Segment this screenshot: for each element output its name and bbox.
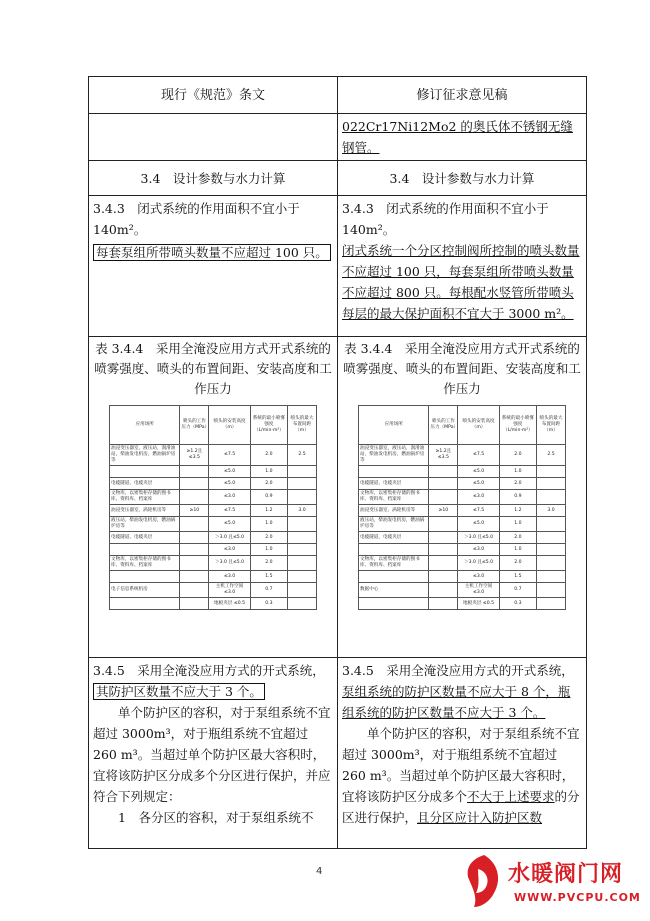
mini-cell: 2.5 [537, 445, 566, 466]
mini-cell: 0.3 [499, 598, 536, 610]
mini-row [359, 583, 566, 598]
clause-345-right-added: 泵组系统的防护区数量不应大于 8 个，瓶组系统的防护区数量不应大于 3 个。 [342, 684, 571, 720]
mini-cell: ≤3.0 [458, 544, 499, 556]
mini-cell: 0.7 [250, 583, 287, 598]
page-number: 4 [316, 866, 323, 877]
mini-cell: 油浸变压器室，液压站，润滑油站，柴油发电机房，燃油锅炉房等 [359, 445, 429, 466]
mini-cell [180, 517, 209, 532]
mini-cell: ≤7.5 [209, 505, 250, 517]
mini-cell: ＞3.0 且≤5.0 [209, 532, 250, 544]
mini-cell [180, 490, 209, 505]
mini-row [359, 505, 566, 517]
mini-cell [429, 478, 458, 490]
mini-cell [537, 544, 566, 556]
mini-row [110, 445, 317, 466]
carry-over-text: 022Cr17Ni12Mo2 的奥氏体不锈钢无缝钢管。 [338, 114, 587, 161]
clause-344-revised [338, 337, 587, 658]
mini-cell: 1.0 [499, 517, 536, 532]
mini-cell: 2.0 [250, 478, 287, 490]
mini-cell: ≤3.0 [209, 544, 250, 556]
mini-cell [288, 490, 317, 505]
mini-cell [288, 478, 317, 490]
mini-row [110, 544, 317, 556]
table-344-caption-left: 表 3.4.4 采用全淹没应用方式开式系统的喷雾强度、喷头的布置间距、安装高度和工作压力 [94, 341, 332, 396]
table-344-left [109, 405, 317, 610]
clause-343-current [89, 196, 338, 337]
mini-cell: 2.0 [499, 532, 536, 544]
mini-cell: ≥1.2且≤3.5 [429, 445, 458, 466]
mini-cell: 1.0 [499, 466, 536, 478]
mini-cell: ≥10 [180, 505, 209, 517]
mini-cell [537, 583, 566, 598]
mini-cell [110, 466, 180, 478]
mini-cell [537, 466, 566, 478]
mini-cell [429, 544, 458, 556]
mini-cell: ≤5.0 [209, 517, 250, 532]
mini-row [359, 445, 566, 466]
mini-cell [429, 571, 458, 583]
mini-cell: 0.9 [499, 490, 536, 505]
mini-cell [429, 517, 458, 532]
mini-row [110, 517, 317, 532]
watermark-site: WWW.PVCPU.COM [514, 891, 641, 904]
clause-345-current [89, 658, 338, 849]
mini-cell [288, 583, 317, 598]
mini-cell: ≤5.0 [458, 466, 499, 478]
mini-cell: 1.2 [250, 505, 287, 517]
mini-cell: 1.0 [250, 466, 287, 478]
mini-header-cell: 喷头的最大布置间距（m） [288, 406, 317, 445]
header-row [89, 77, 587, 114]
clause-343-left-deleted: 每套泵组所带喷头数量不应超过 100 只。 [93, 244, 331, 261]
mini-row [110, 478, 317, 490]
mini-cell: 油浸变压器室、涡轮机房等 [110, 505, 180, 517]
mini-cell [429, 490, 458, 505]
mini-cell [180, 556, 209, 571]
mini-row [359, 532, 566, 544]
header-current: 现行《规范》条文 [89, 77, 338, 114]
clause-345-left-para: 单个防护区的容积，对于泵组系统不宜超过 3000m³，对于瓶组系统不宜超过 260 m³。当超过单个防护区最大容积时，宜将该防护区分成多个分区进行保护，并应符合下列规定： [93, 705, 331, 804]
mini-cell: 0.9 [250, 490, 287, 505]
mini-cell [429, 532, 458, 544]
mini-row [359, 478, 566, 490]
mini-cell [288, 466, 317, 478]
mini-cell [180, 544, 209, 556]
mini-row [110, 505, 317, 517]
mini-cell: ＞3.0 且≤5.0 [458, 556, 499, 571]
mini-cell: 2.0 [250, 556, 287, 571]
mini-cell [180, 532, 209, 544]
mini-cell: 3.0 [537, 505, 566, 517]
mini-cell [429, 466, 458, 478]
clause-345-right-line1: 3.4.5 采用全淹没应用方式的开式系统， [342, 663, 574, 678]
mini-header-cell: 喷头的工作压力（MPa） [180, 406, 209, 445]
carry-over-row [89, 114, 587, 161]
mini-cell: 文物库，以密集柜存储的图书库、资料库、档案库 [359, 490, 429, 505]
clause-343-right-added: 闭式系统一个分区控制阀所控制的喷头数量不应超过 100 只，每套泵组所带喷头数量不应超过 800 只。每根配水竖管所带喷头每层的最大保护面积不宜大于 3000 m²。 [342, 243, 580, 321]
watermark [464, 851, 644, 915]
section-title-left: 3.4 设计参数与水力计算 [89, 161, 338, 196]
mini-cell: 电缆隧道、电缆夹层 [110, 478, 180, 490]
clause-345-row [89, 658, 587, 849]
mini-header-cell: 系统的最小喷雾强度（L/min·m²） [499, 406, 536, 445]
mini-cell: 1.0 [499, 544, 536, 556]
mini-cell: ≤7.5 [209, 445, 250, 466]
mini-cell: ≤3.0 [209, 490, 250, 505]
mini-cell: 1.0 [250, 544, 287, 556]
mini-cell [537, 490, 566, 505]
mini-cell [288, 598, 317, 610]
mini-cell [429, 583, 458, 598]
mini-cell: 2.0 [499, 478, 536, 490]
mini-cell: ≤3.0 [458, 571, 499, 583]
clause-344-current [89, 337, 338, 658]
mini-cell [288, 532, 317, 544]
mini-header-cell: 喷头的安装高度（m） [209, 406, 250, 445]
header-revised: 修订征求意见稿 [338, 77, 587, 114]
mini-cell [180, 583, 209, 598]
mini-cell: ≤7.5 [458, 445, 499, 466]
mini-cell: 数据中心 [359, 583, 429, 598]
mini-header-cell: 应用场所 [110, 406, 180, 445]
mini-cell: 油浸变压器室，液压站，润滑油站，柴油发电机房，燃油锅炉房等 [110, 445, 180, 466]
section-title-right: 3.4 设计参数与水力计算 [338, 161, 587, 196]
mini-cell: 1.0 [250, 517, 287, 532]
mini-cell: ≤5.0 [458, 478, 499, 490]
clause-345-left-item1: 1 各分区的容积，对于泵组系统不 [118, 810, 314, 825]
watermark-logo-icon [464, 853, 504, 909]
mini-row [359, 556, 566, 571]
mini-cell: 电缆隧道、电缆夹层 [359, 532, 429, 544]
mini-cell: ≤3.0 [209, 571, 250, 583]
mini-cell: 1.5 [250, 571, 287, 583]
mini-cell [537, 571, 566, 583]
mini-row [110, 598, 317, 610]
mini-cell: ≥1.2且≤3.5 [180, 445, 209, 466]
clause-344-row [89, 337, 587, 658]
mini-header-cell: 系统的最小喷雾强度（L/min·m²） [250, 406, 287, 445]
mini-cell: ≤5.0 [209, 478, 250, 490]
mini-cell [537, 556, 566, 571]
mini-cell: 2.5 [288, 445, 317, 466]
mini-cell [110, 598, 180, 610]
mini-row [359, 571, 566, 583]
mini-cell: ＞3.0 且≤5.0 [209, 556, 250, 571]
mini-cell: 2.0 [499, 445, 536, 466]
mini-cell: ≥10 [429, 505, 458, 517]
mini-header-cell: 应用场所 [359, 406, 429, 445]
mini-cell [288, 556, 317, 571]
mini-cell: 电缆隧道、电缆夹层 [359, 478, 429, 490]
mini-row [359, 517, 566, 532]
mini-row [359, 598, 566, 610]
mini-cell [537, 478, 566, 490]
mini-cell: 地板夹层 ≤0.5 [209, 598, 250, 610]
mini-cell [180, 466, 209, 478]
mini-cell: 文物库，以密集柜存储的图书库、资料库、档案库 [359, 556, 429, 571]
mini-header-row [110, 406, 317, 445]
mini-cell: 2.0 [250, 445, 287, 466]
mini-cell: 电缆隧道、电缆夹层 [110, 532, 180, 544]
mini-cell [180, 598, 209, 610]
mini-cell [359, 466, 429, 478]
mini-cell: 1.5 [499, 571, 536, 583]
mini-cell: 主机工作空间 ≤3.0 [209, 583, 250, 598]
mini-cell [429, 556, 458, 571]
mini-row [359, 544, 566, 556]
mini-row [110, 571, 317, 583]
mini-row [110, 556, 317, 571]
mini-cell [180, 571, 209, 583]
mini-cell: ≤7.5 [458, 505, 499, 517]
mini-cell: 液压站，柴油发电机房，燃油锅炉房等 [110, 517, 180, 532]
mini-cell [288, 544, 317, 556]
clause-345-left-line1: 3.4.5 采用全淹没应用方式的开式系统， [93, 663, 325, 678]
mini-header-row [359, 406, 566, 445]
mini-cell: 文物库，以密集柜存储的图书库、资料库、档案库 [110, 490, 180, 505]
clause-343-revised [338, 196, 587, 337]
mini-cell: ≤5.0 [209, 466, 250, 478]
mini-cell: 0.7 [499, 583, 536, 598]
clause-343-left-text: 3.4.3 闭式系统的作用面积不宜小于140m²。 [93, 201, 300, 237]
mini-cell: ≤3.0 [458, 490, 499, 505]
mini-cell [359, 571, 429, 583]
mini-cell: 1.2 [499, 505, 536, 517]
mini-cell [537, 532, 566, 544]
comparison-table [88, 76, 587, 849]
mini-cell [110, 571, 180, 583]
mini-header-cell: 喷头的安装高度（m） [458, 406, 499, 445]
clause-343-row [89, 196, 587, 337]
mini-cell: 油浸变压器室、涡轮机房等 [359, 505, 429, 517]
clause-345-right-para: 单个防护区的容积，对于泵组系统不宜超过 3000m³，对于瓶组系统不宜超过 260 m³。当超过单个防护区最大容积时，宜将该防护区分成多个不大于上述要求的分区进行保护，且分区应计入防护区数 [342, 726, 580, 825]
mini-cell [429, 598, 458, 610]
mini-row [359, 490, 566, 505]
mini-cell [288, 517, 317, 532]
mini-cell: 地板夹层 ≤0.5 [458, 598, 499, 610]
mini-header-cell: 喷头的工作压力（MPa） [429, 406, 458, 445]
mini-cell: 液压站，柴油发电机房，燃油锅炉房等 [359, 517, 429, 532]
clause-343-right-text: 3.4.3 闭式系统的作用面积不宜小于140m²。 [342, 201, 549, 237]
mini-header-cell: 喷头的最大布置间距（m） [537, 406, 566, 445]
mini-row [110, 532, 317, 544]
mini-cell: ＞3.0 且≤5.0 [458, 532, 499, 544]
mini-row [110, 466, 317, 478]
mini-cell: 文物库，以密集柜存储的图书库、资料库、档案库 [110, 556, 180, 571]
mini-cell: 0.3 [250, 598, 287, 610]
clause-345-left-deleted: 其防护区数量不应大于 3 个。 [93, 683, 265, 700]
section-row [89, 161, 587, 196]
clause-345-revised [338, 658, 587, 849]
table-344-caption-right: 表 3.4.4 采用全淹没应用方式开式系统的喷雾强度、喷头的布置间距、安装高度和工作压力 [343, 341, 581, 396]
mini-cell: 主机工作空间 ≤3.0 [458, 583, 499, 598]
mini-cell [288, 571, 317, 583]
mini-cell [359, 544, 429, 556]
mini-cell [537, 598, 566, 610]
mini-cell [537, 517, 566, 532]
mini-cell [110, 544, 180, 556]
mini-row [110, 583, 317, 598]
mini-cell: ≤5.0 [458, 517, 499, 532]
mini-row [110, 490, 317, 505]
mini-cell [359, 598, 429, 610]
table-344-right [358, 405, 566, 610]
mini-row [359, 466, 566, 478]
watermark-brand: 水暖阀门网 [508, 862, 624, 887]
mini-cell: 2.0 [250, 532, 287, 544]
mini-cell: 2.0 [499, 556, 536, 571]
mini-cell: 3.0 [288, 505, 317, 517]
mini-cell: 电子信息系统机房 [110, 583, 180, 598]
mini-cell [180, 478, 209, 490]
